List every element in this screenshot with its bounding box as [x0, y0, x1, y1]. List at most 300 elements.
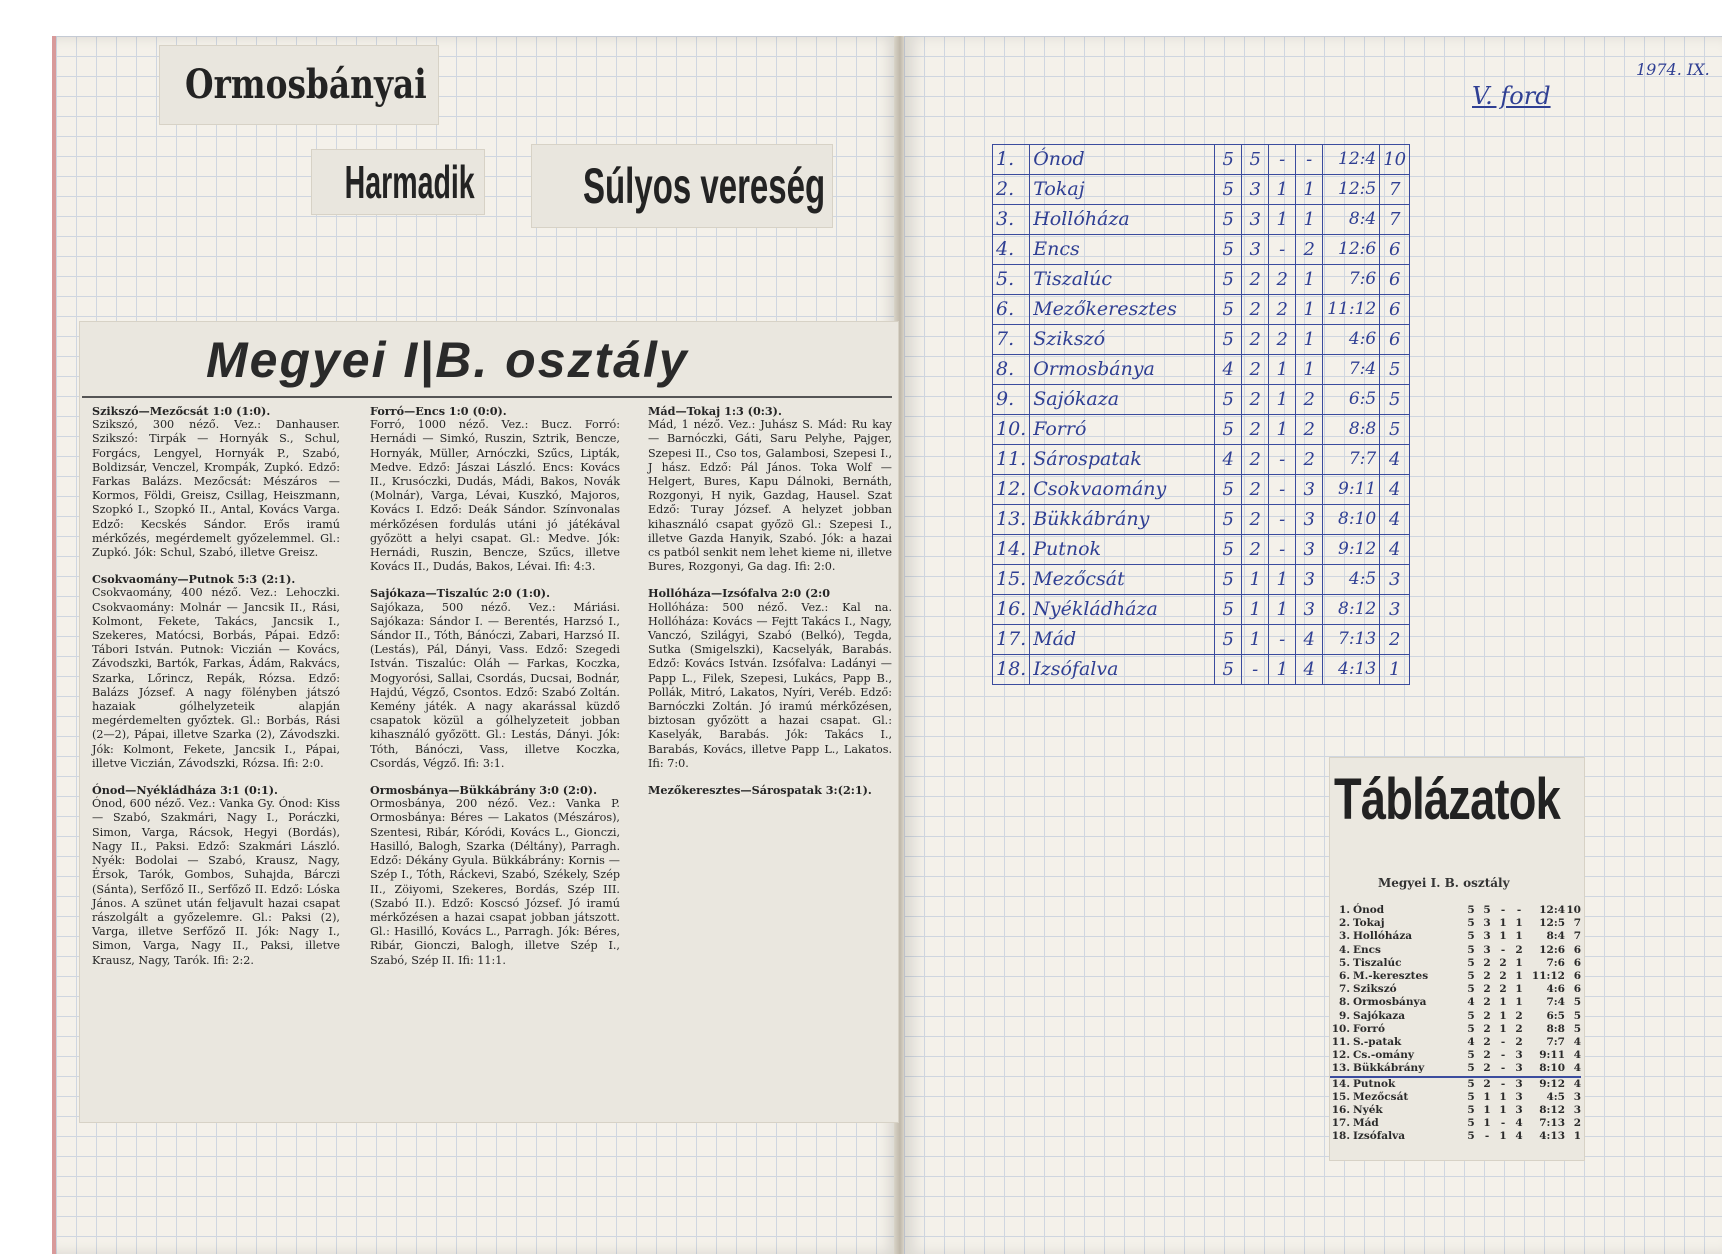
standings-cell-w: 2 [1242, 415, 1269, 445]
standings-cell-pts: 10 [1566, 904, 1581, 916]
match-body: Mád, 1 néző. Vez.: Juhász S. Mád: Ru kay — Barnóczki, Gáti, Saru Pelyhe, Pajger, Szepesi II., Cso tos, Galambosi, Szepesi I., J hász. Edző: Pál János. Toka Wolf — Helgert, Bures, Kapu Dálnoki, Bernáth, Rozgonyi, H nyik, Gazdag, Hausel. Szat Edző: Turay József. A helyzet jobban kihasználó csapat győzö Gl.: Szepesi I., illetve Gazda Hanyik, Szabó. Jók: a hazai cs patból senkit nem lehet kieme ni, illetve Bures, Rozgonyi, Ga dag. Ifi: 2:0. [648, 418, 892, 574]
standings-cell-pts: 10 [1380, 145, 1410, 175]
standings-row [1330, 957, 1581, 970]
standings-cell-rank: 17. [993, 625, 1030, 655]
standings-cell-rank: 13. [993, 505, 1030, 535]
standings-cell-m: 5 [1467, 1104, 1475, 1117]
standings-cell-rank: 6. [993, 295, 1030, 325]
standings-cell-w: 2 [1483, 1049, 1491, 1062]
standings-cell-m: 4 [1467, 996, 1475, 1009]
clipping-ormosbanyai-text: Ormosbányai [185, 61, 427, 108]
standings-row [1330, 970, 1581, 983]
article-title: Megyei I|B. osztály [206, 332, 689, 388]
standings-cell-team: Bükkábrány [1030, 505, 1215, 535]
standings-cell-team: Nyék [1353, 1104, 1383, 1117]
standings-cell-m: 5 [1215, 475, 1242, 505]
standings-cell-rank: 7. [993, 325, 1030, 355]
standings-cell-team: Csokvaomány [1030, 475, 1215, 505]
standings-cell-d: - [1269, 235, 1296, 265]
standings-cell-d: 2 [1499, 983, 1507, 996]
standings-row [1330, 944, 1581, 957]
standings-row [993, 415, 1410, 445]
standings-row [993, 235, 1410, 265]
match-headline: Szikszó—Mezőcsát 1:0 (1:0). [92, 404, 271, 418]
standings-cell-l: 4 [1296, 625, 1323, 655]
standings-cell-rank: 16. [1331, 1104, 1350, 1117]
match-headline: Sajókaza—Tiszalúc 2:0 (1:0). [370, 586, 550, 601]
standings-cell-d: 2 [1499, 970, 1507, 983]
standings-cell-score: 8:12 [1323, 595, 1380, 625]
standings-cell-score: 12:5 [1539, 917, 1565, 930]
standings-cell-m: 5 [1215, 235, 1242, 265]
standings-cell-team: Izsófalva [1353, 1130, 1406, 1143]
standings-cell-pts: 5 [1573, 1009, 1581, 1022]
standings-cell-rank: 18. [993, 655, 1030, 685]
standings-cell-d: 1 [1499, 1090, 1507, 1103]
standings-row [1330, 1062, 1581, 1076]
standings-cell-pts: 1 [1573, 1130, 1581, 1143]
standings-cell-rank: 11. [993, 445, 1030, 475]
handwritten-date: 1974. IX. [1636, 60, 1710, 79]
standings-cell-rank: 14. [993, 535, 1030, 565]
standings-cell-score: 7:4 [1546, 996, 1565, 1009]
standings-cell-rank: 15. [1331, 1090, 1350, 1103]
standings-cell-team: Sajókaza [1353, 1009, 1406, 1022]
standings-cell-rank: 16. [993, 595, 1030, 625]
standings-cell-score: 8:12 [1539, 1104, 1565, 1117]
standings-cell-d: 1 [1269, 355, 1296, 385]
match-headline: Csokvaomány—Putnok 5:3 (2:1). [92, 572, 296, 587]
standings-cell-rank: 13. [1330, 1062, 1353, 1076]
standings-row [1330, 1036, 1581, 1049]
standings-row [1330, 1104, 1581, 1117]
standings-cell-d: 1 [1499, 1022, 1507, 1035]
standings-row [1330, 1023, 1581, 1036]
standings-cell-l: 1 [1515, 996, 1523, 1009]
standings-cell-pts: 6 [1380, 265, 1410, 295]
standings-cell-m: 5 [1215, 385, 1242, 415]
standings-cell-team: Szikszó [1030, 325, 1215, 355]
standings-cell-team: Putnok [1030, 535, 1215, 565]
standings-cell-m: 5 [1467, 1049, 1475, 1062]
match-report [648, 586, 892, 771]
standings-cell-m: 5 [1215, 565, 1242, 595]
match-body: Hollóháza: 500 néző. Vez.: Kal na. Hollóháza: Kovács — Fejtt Takács I., Nagy, Vanczó, Szilágyi, Szabó (Belkó), Tegda, Sutka (Smigelszki), Kacselyák, Barabás. Edző: Kovács István. Izsófalva: Ladányi — Papp L., Filek, Szepesi, Lukács, Papp B., Pollák, Mitró, Lakatos, Nyíri, Veréb. Edző: Barnóczki Zoltán. Jó iramú mérkőzésen, biztosan győzött a hazai csapat. Gl.: Kaselyák, Barabás. Jók: Takács I., Barabás, Kovács, illetve Papp L., Lakatos. Ifi: 7:0. [648, 600, 892, 770]
match-report [92, 404, 340, 560]
standings-cell-rank: 8. [1339, 996, 1350, 1009]
clipping-harmadik-text: Harmadik [344, 156, 475, 208]
standings-cell-w: 2 [1242, 505, 1269, 535]
match-headline: Mezőkeresztes—Sárospatak 3:(2:1). [648, 783, 872, 798]
standings-cell-d: 1 [1269, 385, 1296, 415]
standings-cell-score: 12:5 [1323, 175, 1380, 205]
standings-cell-m: 5 [1215, 655, 1242, 685]
match-headline: Hollóháza—Izsófalva 2:0 (2:0 [648, 586, 831, 601]
standings-cell-m: 5 [1467, 1117, 1475, 1130]
standings-cell-team: Tiszalúc [1353, 956, 1402, 969]
standings-row [1330, 983, 1581, 996]
standings-cell-l: 1 [1296, 175, 1323, 205]
handwritten-round: V. ford [1472, 82, 1551, 110]
standings-cell-score: 7:6 [1546, 956, 1565, 969]
article-column-3 [648, 404, 892, 809]
standings-cell-pts: 5 [1573, 996, 1581, 1009]
standings-cell-score: 7:6 [1323, 265, 1380, 295]
standings-cell-w: 2 [1242, 265, 1269, 295]
standings-cell-d: - [1500, 1117, 1506, 1130]
standings-cell-score: 11:12 [1531, 970, 1565, 983]
standings-row [993, 175, 1410, 205]
standings-cell-rank: 2. [1339, 917, 1350, 930]
standings-cell-rank: 1. [1339, 904, 1350, 916]
standings-cell-l: 3 [1511, 1062, 1527, 1076]
standings-cell-m: 5 [1467, 970, 1475, 983]
standings-cell-w: 2 [1483, 1009, 1491, 1022]
standings-cell-w: 1 [1483, 1090, 1491, 1103]
standings-cell-team: Forró [1353, 1022, 1385, 1035]
standings-cell-rank: 4. [1339, 943, 1350, 956]
standings-cell-score: 6:5 [1546, 1009, 1565, 1022]
standings-cell-rank: 10. [993, 415, 1030, 445]
standings-cell-team: Mád [1030, 625, 1215, 655]
match-body: Forró, 1000 néző. Vez.: Bucz. Forró: Hernádi — Simkó, Ruszin, Sztrik, Bencze, Hornyák, Müller, Arnóczki, Szűcs, Lipták, Medve. Edző: Jászai László. Encs: Kovács II., Krusóczki, Dudás, Mádi, Bakos, Novák (Molnár), Varga, Lévai, Kuszkó, Majoros, Kovács I. Edző: Deák Sándor. Színvonalas mérkőzésen fordulás utáni jó játékával győzött a helyi csapat. Gl.: Medve. Jók: Hernádi, Ruszin, Bencze, Szűcs, illetve Kovács II., Dudás, Bakos, Lévai. Ifi: 4:3. [370, 418, 620, 574]
standings-cell-rank: 17. [1331, 1117, 1350, 1130]
standings-cell-d: 2 [1269, 295, 1296, 325]
standings-cell-rank: 2. [993, 175, 1030, 205]
standings-cell-score: 4:6 [1323, 325, 1380, 355]
standings-row [993, 205, 1410, 235]
standings-cell-pts: 6 [1380, 235, 1410, 265]
standings-cell-m: 5 [1215, 625, 1242, 655]
standings-cell-d: 2 [1269, 265, 1296, 295]
standings-cell-rank: 12. [993, 475, 1030, 505]
match-report [370, 783, 620, 968]
standings-cell-l: 1 [1296, 295, 1323, 325]
standings-cell-w: 2 [1483, 996, 1491, 1009]
standings-cell-l: 3 [1515, 1077, 1523, 1090]
standings-cell-d: - [1269, 505, 1296, 535]
standings-cell-team: Encs [1030, 235, 1215, 265]
standings-cell-score: 7:13 [1323, 625, 1380, 655]
standings-cell-team: Sárospatak [1030, 445, 1215, 475]
match-body: Szikszó, 300 néző. Vez.: Danhauser. Szikszó: Tirpák — Hornyák S., Schul, Forgács, Lengyel, Hornyák P., Szabó, Boldizsár, Venczel, Krompák, Zupkó. Edző: Farkas Balázs. Mezőcsát: Mészáros — Kormos, Földi, Greisz, Csillag, Heiszmann, Szopkó I., Szopkó II., Antal, Kovács Varga. Edző: Kecskés Sándor. Erős iramú mérkőzés, megérdemelt győzelemmel. Gl.: Zupkó. Jók: Schul, Szabó, illetve Greisz. [92, 418, 340, 560]
standings-cell-rank: 7. [1339, 983, 1350, 996]
standings-cell-team: Encs [1353, 943, 1381, 956]
standings-cell-score: 11:12 [1323, 295, 1380, 325]
standings-cell-pts: 4 [1573, 1036, 1581, 1049]
standings-cell-m: 5 [1467, 1090, 1475, 1103]
standings-cell-l: 1 [1296, 325, 1323, 355]
standings-cell-d: 1 [1499, 930, 1507, 943]
standings-row [1330, 1049, 1581, 1062]
standings-cell-w: 2 [1242, 445, 1269, 475]
standings-cell-pts: 4 [1573, 1049, 1581, 1062]
standings-cell-w: 1 [1242, 625, 1269, 655]
standings-cell-m: 5 [1215, 145, 1242, 175]
standings-cell-rank: 14. [1331, 1077, 1350, 1090]
tablazatok-title: Táblázatok [1334, 767, 1561, 832]
standings-row [993, 505, 1410, 535]
standings-cell-l: 1 [1515, 930, 1523, 943]
standings-row [993, 655, 1410, 685]
standings-cell-rank: 12. [1331, 1049, 1350, 1062]
standings-cell-pts: 7 [1573, 917, 1581, 930]
match-body: Ónod, 600 néző. Vez.: Vanka Gy. Ónod: Kiss — Szabó, Szakmári, Nagy I., Poráczki, Simon, Varga, Rácsok, Hegyi (Bordás), Nagy II., Paksi. Edző: Szakmári László. Nyék: Bodolai — Szabó, Krausz, Nagy, Érsok, Tarók, Gombos, Suhajda, Bárczi (Sánta), Serfőző II., Serfőző II. Edző: Lóska János. A szünet után feljavult hazai csapat rászolgált a győzelemre. Gl.: Paksi (2), Varga, illetve Serfőző II. Jók: Nagy I., Simon, Varga, Nagy II., Paksi, illetve Krausz, Nagy, Tarók. Ifi: 2:2. [92, 797, 340, 967]
standings-cell-rank: 3. [993, 205, 1030, 235]
standings-cell-score: 9:12 [1539, 1077, 1565, 1090]
standings-cell-w: 2 [1242, 295, 1269, 325]
standings-cell-m: 5 [1467, 1077, 1475, 1090]
standings-cell-team: Tokaj [1353, 917, 1385, 930]
standings-cell-l: 1 [1296, 355, 1323, 385]
standings-cell-pts: 1 [1380, 655, 1410, 685]
standings-cell-l: 3 [1296, 595, 1323, 625]
standings-cell-team: Bükkábrány [1353, 1062, 1463, 1076]
standings-cell-d: - [1495, 1062, 1511, 1076]
standings-cell-m: 5 [1467, 983, 1475, 996]
standings-cell-team: Sajókaza [1030, 385, 1215, 415]
standings-cell-w: 1 [1483, 1117, 1491, 1130]
article-column-2 [370, 404, 620, 980]
standings-cell-w: 5 [1242, 145, 1269, 175]
standings-cell-pts: 7 [1380, 205, 1410, 235]
standings-cell-d: - [1269, 145, 1296, 175]
standings-cell-w: 2 [1242, 385, 1269, 415]
article-rule [82, 396, 892, 398]
standings-cell-w: 2 [1483, 956, 1491, 969]
standings-row [993, 535, 1410, 565]
standings-cell-score: 12:4 [1539, 904, 1565, 916]
standings-cell-pts: 4 [1380, 535, 1410, 565]
standings-cell-score: 9:11 [1539, 1049, 1565, 1062]
standings-cell-l: - [1516, 904, 1522, 916]
clipping-ormosbanyai [160, 46, 438, 124]
standings-cell-w: 2 [1483, 970, 1491, 983]
standings-cell-w: - [1484, 1130, 1490, 1143]
standings-cell-m: 5 [1467, 917, 1475, 930]
standings-cell-score: 8:10 [1527, 1062, 1565, 1076]
standings-cell-pts: 3 [1573, 1104, 1581, 1117]
match-headline: Ormosbánya—Bükkábrány 3:0 (2:0). [370, 783, 597, 798]
standings-cell-l: 2 [1515, 943, 1523, 956]
standings-cell-l: 3 [1296, 565, 1323, 595]
standings-cell-score: 8:8 [1323, 415, 1380, 445]
standings-cell-pts: 3 [1380, 595, 1410, 625]
standings-cell-m: 4 [1215, 355, 1242, 385]
standings-cell-l: 3 [1296, 535, 1323, 565]
standings-cell-pts: 3 [1380, 565, 1410, 595]
match-report [370, 404, 620, 574]
standings-cell-score: 6:5 [1323, 385, 1380, 415]
standings-cell-l: 4 [1296, 655, 1323, 685]
match-headline: Forró—Encs 1:0 (0:0). [370, 404, 507, 418]
standings-cell-team: Putnok [1353, 1077, 1396, 1090]
standings-cell-w: 3 [1483, 930, 1491, 943]
standings-cell-pts: 7 [1380, 175, 1410, 205]
standings-cell-rank: 5. [1339, 956, 1350, 969]
standings-row [1330, 996, 1581, 1009]
standings-cell-rank: 8. [993, 355, 1030, 385]
standings-cell-m: 5 [1215, 595, 1242, 625]
standings-cell-m: 5 [1215, 415, 1242, 445]
standings-cell-l: 1 [1296, 205, 1323, 235]
standings-cell-w: 1 [1483, 1104, 1491, 1117]
standings-row [993, 445, 1410, 475]
standings-cell-team: Ormosbánya [1030, 355, 1215, 385]
standings-row [993, 625, 1410, 655]
standings-row [993, 145, 1410, 175]
standings-cell-score: 12:6 [1539, 943, 1565, 956]
standings-cell-rank: 18. [1331, 1130, 1350, 1143]
standings-row [993, 325, 1410, 355]
standings-cell-w: 3 [1242, 205, 1269, 235]
standings-cell-m: 5 [1467, 943, 1475, 956]
standings-cell-m: 5 [1215, 325, 1242, 355]
standings-cell-team: M.-keresztes [1353, 970, 1429, 983]
tablazatok-standings-table [1330, 904, 1581, 1144]
tablazatok-subtitle: Megyei I. B. osztály [1378, 876, 1510, 890]
standings-cell-l: 1 [1515, 917, 1523, 930]
standings-cell-pts: 4 [1380, 475, 1410, 505]
standings-row [993, 295, 1410, 325]
standings-cell-m: 5 [1467, 1022, 1475, 1035]
standings-cell-rank: 3. [1339, 930, 1350, 943]
standings-cell-m: 5 [1215, 265, 1242, 295]
standings-cell-l: 3 [1296, 505, 1323, 535]
standings-cell-team: Izsófalva [1030, 655, 1215, 685]
standings-cell-d: 1 [1269, 595, 1296, 625]
standings-cell-m: 5 [1467, 956, 1475, 969]
standings-cell-score: 7:13 [1539, 1117, 1565, 1130]
standings-cell-l: 1 [1515, 970, 1523, 983]
standings-cell-rank: 9. [993, 385, 1030, 415]
handwritten-standings-table [992, 144, 1410, 685]
standings-cell-l: 2 [1296, 445, 1323, 475]
standings-cell-l: 3 [1296, 475, 1323, 505]
standings-cell-pts: 6 [1573, 983, 1581, 996]
standings-cell-m: 5 [1215, 505, 1242, 535]
standings-cell-pts: 4 [1380, 445, 1410, 475]
standings-cell-score: 9:12 [1323, 535, 1380, 565]
match-body: Csokvaomány, 400 néző. Vez.: Lehoczki. Csokvaomány: Molnár — Jancsik II., Rási, Kolmont, Fekete, Takács, Jancsik I., Szekeres, Matócsi, Borbás, Pápai. Edző: Tábori István. Putnok: Viczián — Kovács, Závodszki, Bartók, Farkas, Ádám, Rakvács, Szarka, Lőrincz, Repák, Rózsa. Edző: Balázs József. A nagy fölényben játszó hazaiak gólhelyzeteik alapján megérdemelten győztek. Gl.: Borbás, Rási (2—2), Pápai, illetve Szarka (2), Závodszki. Jók: Kolmont, Fekete, Jancsik I., Pápai, illetve Viczián, Závodszki, Rózsa. Ifi: 2:0. [92, 586, 340, 770]
standings-cell-d: 1 [1269, 175, 1296, 205]
standings-cell-w: 3 [1483, 917, 1491, 930]
standings-cell-pts: 7 [1573, 930, 1581, 943]
match-report [370, 586, 620, 771]
standings-cell-team: Hollóháza [1353, 930, 1413, 943]
standings-cell-team: Mád [1353, 1117, 1379, 1130]
standings-cell-score: 4:6 [1546, 983, 1565, 996]
match-report [92, 572, 340, 771]
standings-cell-w: - [1242, 655, 1269, 685]
standings-cell-pts: 6 [1380, 325, 1410, 355]
standings-cell-pts: 6 [1573, 956, 1581, 969]
standings-cell-m: 5 [1467, 1009, 1475, 1022]
standings-cell-d: 1 [1499, 1104, 1507, 1117]
standings-cell-w: 2 [1483, 983, 1491, 996]
standings-cell-pts: 5 [1573, 1022, 1581, 1035]
standings-cell-team: Mezőcsát [1353, 1090, 1409, 1103]
standings-cell-pts: 2 [1380, 625, 1410, 655]
standings-cell-score: 4:5 [1323, 565, 1380, 595]
standings-cell-w: 2 [1483, 1077, 1491, 1090]
standings-cell-w: 3 [1242, 175, 1269, 205]
standings-row [993, 385, 1410, 415]
standings-cell-score: 7:7 [1323, 445, 1380, 475]
standings-cell-pts: 4 [1565, 1062, 1581, 1076]
standings-cell-w: 1 [1242, 565, 1269, 595]
standings-cell-d: - [1269, 625, 1296, 655]
standings-cell-w: 2 [1479, 1062, 1495, 1076]
match-headline: Mád—Tokaj 1:3 (0:3). [648, 404, 782, 418]
standings-row [1330, 1010, 1581, 1023]
standings-cell-m: 5 [1215, 295, 1242, 325]
standings-cell-m: 5 [1463, 1062, 1479, 1076]
standings-cell-d: - [1500, 1077, 1506, 1090]
standings-cell-pts: 6 [1573, 943, 1581, 956]
standings-cell-d: 1 [1269, 415, 1296, 445]
standings-row [993, 265, 1410, 295]
standings-cell-team: Hollóháza [1030, 205, 1215, 235]
standings-cell-w: 3 [1483, 943, 1491, 956]
standings-cell-rank: 4. [993, 235, 1030, 265]
standings-cell-score: 4:5 [1546, 1090, 1565, 1103]
standings-cell-score: 8:4 [1323, 205, 1380, 235]
standings-cell-score: 4:13 [1323, 655, 1380, 685]
standings-cell-team: S.-patak [1353, 1036, 1402, 1049]
standings-cell-score: 8:8 [1546, 1022, 1565, 1035]
standings-cell-w: 5 [1483, 904, 1491, 916]
article-column-1 [92, 404, 340, 980]
standings-cell-m: 5 [1215, 205, 1242, 235]
standings-cell-rank: 9. [1339, 1009, 1350, 1022]
standings-cell-d: 1 [1499, 1009, 1507, 1022]
standings-cell-m: 4 [1467, 1036, 1475, 1049]
standings-cell-d: - [1500, 1036, 1506, 1049]
standings-cell-team: Tokaj [1030, 175, 1215, 205]
standings-cell-d: 1 [1269, 205, 1296, 235]
standings-cell-d: - [1269, 445, 1296, 475]
standings-row [1330, 1077, 1581, 1091]
standings-cell-l: 4 [1515, 1117, 1523, 1130]
standings-cell-w: 2 [1242, 535, 1269, 565]
standings-cell-team: Tiszalúc [1030, 265, 1215, 295]
match-report [648, 783, 892, 797]
standings-cell-score: 7:4 [1323, 355, 1380, 385]
standings-cell-w: 2 [1242, 355, 1269, 385]
standings-cell-team: Ónod [1030, 145, 1215, 175]
standings-cell-m: 4 [1215, 445, 1242, 475]
standings-cell-d: - [1500, 1049, 1506, 1062]
standings-cell-score: 7:7 [1546, 1036, 1565, 1049]
standings-cell-d: - [1500, 904, 1506, 916]
standings-cell-team: Mezőcsát [1030, 565, 1215, 595]
standings-cell-l: 2 [1296, 235, 1323, 265]
standings-cell-score: 8:4 [1546, 930, 1565, 943]
standings-cell-d: 1 [1499, 917, 1507, 930]
standings-cell-team: Szikszó [1353, 983, 1397, 996]
standings-cell-l: 3 [1515, 1049, 1523, 1062]
standings-row [993, 565, 1410, 595]
standings-cell-w: 1 [1242, 595, 1269, 625]
standings-cell-l: 3 [1515, 1090, 1523, 1103]
standings-cell-pts: 3 [1573, 1090, 1581, 1103]
standings-cell-l: 2 [1515, 1022, 1523, 1035]
standings-cell-pts: 5 [1380, 355, 1410, 385]
standings-cell-pts: 2 [1573, 1117, 1581, 1130]
standings-cell-l: 4 [1515, 1130, 1523, 1143]
standings-cell-pts: 6 [1380, 295, 1410, 325]
